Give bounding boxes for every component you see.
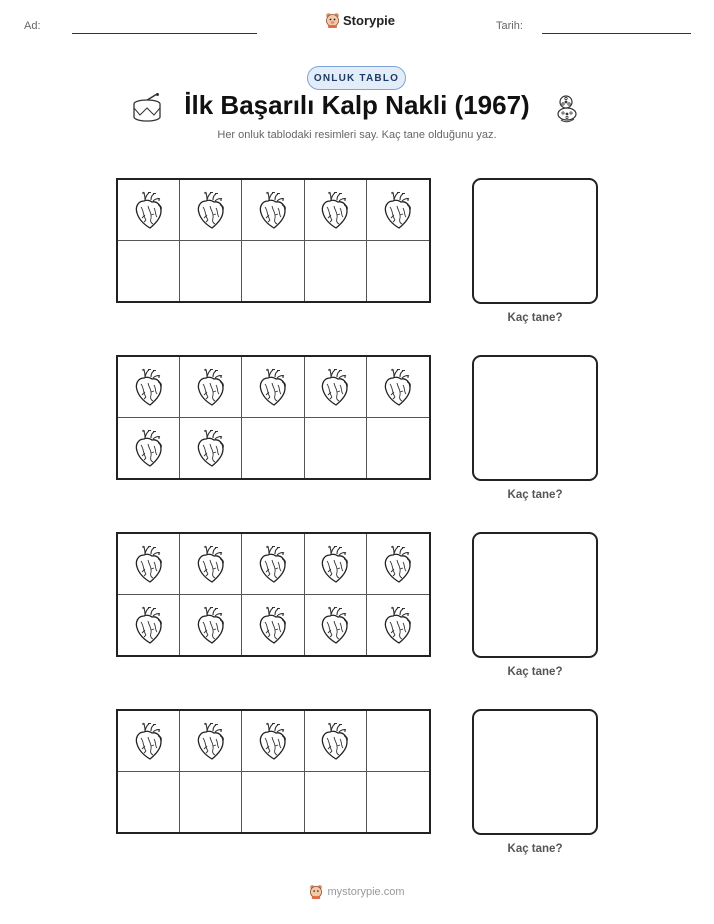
ten-frame-cell xyxy=(180,711,242,772)
ten-frame-cell xyxy=(305,595,367,656)
ten-frame-cell xyxy=(242,711,304,772)
answer-label: Kaç tane? xyxy=(507,843,563,855)
answer-box[interactable] xyxy=(472,532,598,658)
anatomical-heart-icon xyxy=(196,545,226,583)
date-label: Tarih: xyxy=(496,20,523,32)
ten-frame-cell xyxy=(118,418,180,479)
anatomical-heart-icon xyxy=(320,606,350,644)
mascot-icon xyxy=(309,884,323,899)
ten-frame-cell xyxy=(367,357,429,418)
ten-frame-cell xyxy=(305,241,367,302)
anatomical-heart-icon xyxy=(383,368,413,406)
ten-frame-cell xyxy=(118,180,180,241)
answer-box[interactable] xyxy=(472,178,598,304)
ten-frame xyxy=(116,355,431,480)
anatomical-heart-icon xyxy=(320,722,350,760)
ten-frame-cell xyxy=(367,180,429,241)
anatomical-heart-icon xyxy=(258,606,288,644)
ten-frame-cell xyxy=(118,772,180,833)
ten-frame-cell xyxy=(242,418,304,479)
ten-frame-cell xyxy=(367,711,429,772)
ten-frame-cell xyxy=(242,772,304,833)
footer-url: mystorypie.com xyxy=(327,885,405,898)
ten-frame-cell xyxy=(118,534,180,595)
ten-frame-cell xyxy=(367,418,429,479)
ten-frame-cell xyxy=(305,357,367,418)
anatomical-heart-icon xyxy=(196,429,226,467)
answer-box[interactable] xyxy=(472,355,598,481)
page-title: İlk Başarılı Kalp Nakli (1967) xyxy=(184,90,530,120)
ten-frame xyxy=(116,178,431,303)
ten-frame-cell xyxy=(118,241,180,302)
ten-frame-cell xyxy=(118,595,180,656)
anatomical-heart-icon xyxy=(134,606,164,644)
ten-frame-cell xyxy=(180,595,242,656)
ten-frame-cell xyxy=(242,357,304,418)
anatomical-heart-icon xyxy=(258,191,288,229)
footer xyxy=(0,884,714,899)
anatomical-heart-icon xyxy=(383,191,413,229)
anatomical-heart-icon xyxy=(196,722,226,760)
ten-frame-cell xyxy=(305,180,367,241)
anatomical-heart-icon xyxy=(320,191,350,229)
anatomical-heart-icon xyxy=(134,545,164,583)
ten-frame-cell xyxy=(305,418,367,479)
storypie-logo xyxy=(325,12,395,28)
answer-box[interactable] xyxy=(472,709,598,835)
anatomical-heart-icon xyxy=(134,429,164,467)
date-line[interactable] xyxy=(542,33,691,34)
ten-frame-cell xyxy=(180,180,242,241)
answer-label: Kaç tane? xyxy=(507,312,563,324)
ten-frame-cell xyxy=(242,534,304,595)
ten-frame xyxy=(116,532,431,657)
anatomical-heart-icon xyxy=(196,191,226,229)
worksheet-type-badge: ONLUK TABLO xyxy=(307,66,406,90)
ten-frame-cell xyxy=(180,418,242,479)
ten-frame-cell xyxy=(242,180,304,241)
anatomical-heart-icon xyxy=(383,606,413,644)
mascot-icon xyxy=(325,12,340,28)
anatomical-heart-icon xyxy=(258,545,288,583)
ten-frame-cell xyxy=(118,711,180,772)
ten-frame-cell xyxy=(367,534,429,595)
ten-frame-cell xyxy=(367,772,429,833)
brand-name: Storypie xyxy=(343,12,396,28)
ten-frame-cell xyxy=(305,711,367,772)
ten-frame-cell xyxy=(180,772,242,833)
instructions: Her onluk tablodaki resimleri say. Kaç tane olduğunu yaz. xyxy=(217,129,497,141)
ten-frame-cell xyxy=(118,357,180,418)
anatomical-heart-icon xyxy=(258,368,288,406)
name-line[interactable] xyxy=(72,33,257,34)
anatomical-heart-icon xyxy=(258,722,288,760)
ten-frame-cell xyxy=(180,241,242,302)
name-label: Ad: xyxy=(24,20,41,32)
answer-label: Kaç tane? xyxy=(507,666,563,678)
ten-frame-cell xyxy=(242,241,304,302)
anatomical-heart-icon xyxy=(320,368,350,406)
anatomical-heart-icon xyxy=(320,545,350,583)
film-reel-icon xyxy=(555,94,579,124)
ten-frame-cell xyxy=(305,772,367,833)
anatomical-heart-icon xyxy=(196,368,226,406)
ten-frame-cell xyxy=(367,595,429,656)
anatomical-heart-icon xyxy=(134,368,164,406)
anatomical-heart-icon xyxy=(383,545,413,583)
ten-frame xyxy=(116,709,431,834)
anatomical-heart-icon xyxy=(196,606,226,644)
anatomical-heart-icon xyxy=(134,722,164,760)
ten-frame-cell xyxy=(180,534,242,595)
anatomical-heart-icon xyxy=(134,191,164,229)
ten-frame-cell xyxy=(180,357,242,418)
ten-frame-cell xyxy=(367,241,429,302)
ten-frame-cell xyxy=(305,534,367,595)
ten-frame-cell xyxy=(242,595,304,656)
answer-label: Kaç tane? xyxy=(507,489,563,501)
